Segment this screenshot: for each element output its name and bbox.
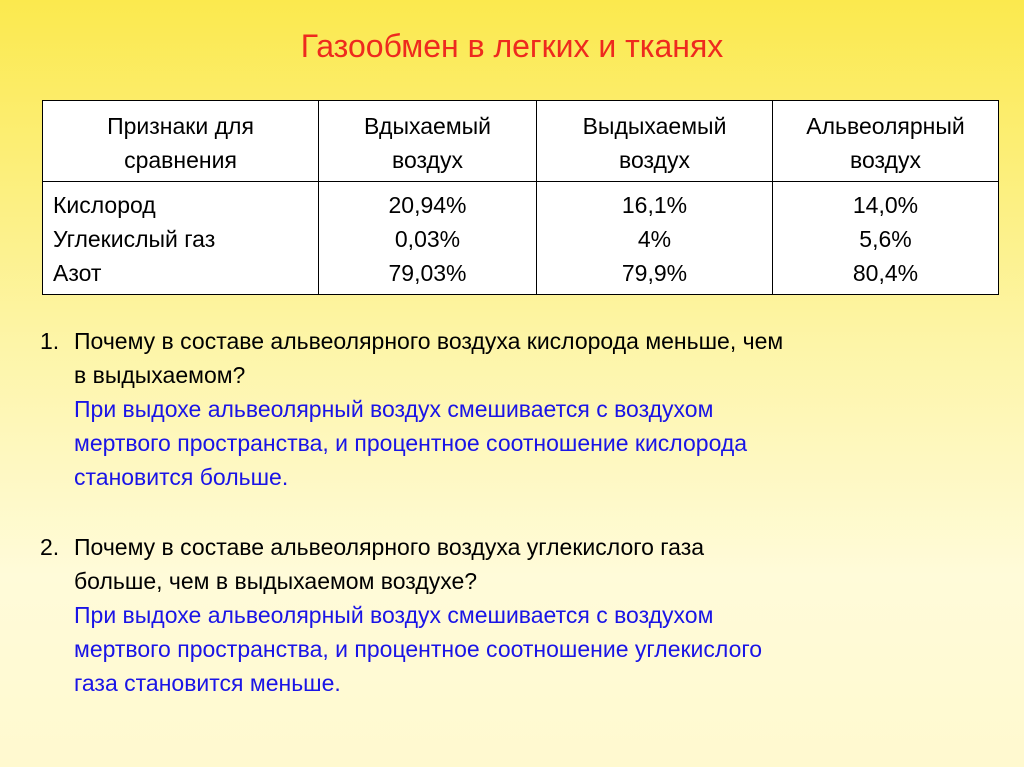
exhaled-nitrogen: 79,9% bbox=[621, 260, 688, 286]
header-exhaled-air: Выдыхаемый воздух bbox=[537, 101, 773, 182]
alveolar-co2: 5,6% bbox=[859, 226, 912, 252]
question-text: Почему в составе альвеолярного воздуха углекислого газа больше, чем в выдыхаемом воздухе? bbox=[74, 534, 705, 594]
header-criteria: Признаки для сравнения bbox=[43, 101, 319, 182]
slide-title: Газообмен в легких и тканях bbox=[300, 28, 724, 64]
header-inhaled-air: Вдыхаемый воздух bbox=[319, 101, 537, 182]
alveolar-nitrogen: 80,4% bbox=[852, 260, 919, 286]
comparison-table bbox=[42, 100, 999, 295]
gas-label-nitrogen: Азот bbox=[53, 260, 102, 286]
inhaled-values-cell bbox=[319, 182, 537, 295]
table-header-row bbox=[43, 101, 999, 182]
answer-text: При выдохе альвеолярный воздух смешивается с воздухом мертвого пространства, и процентное соотношение кислорода становится больше. bbox=[74, 396, 748, 490]
gas-label-oxygen: Кислород bbox=[53, 192, 156, 218]
alveolar-values-cell bbox=[773, 182, 999, 295]
question-item bbox=[40, 324, 990, 494]
gas-labels-cell bbox=[43, 182, 319, 295]
inhaled-nitrogen: 79,03% bbox=[388, 260, 467, 286]
alveolar-oxygen: 14,0% bbox=[852, 192, 919, 218]
answer-text: При выдохе альвеолярный воздух смешивается с воздухом мертвого пространства, и процентное соотношение углекислого газа становится меньше. bbox=[74, 602, 763, 696]
inhaled-oxygen: 20,94% bbox=[388, 192, 467, 218]
exhaled-co2: 4% bbox=[637, 226, 672, 252]
gas-label-co2: Углекислый газ bbox=[53, 226, 216, 252]
header-alveolar-air: Альвеолярный воздух bbox=[773, 101, 999, 182]
exhaled-values-cell bbox=[537, 182, 773, 295]
inhaled-co2: 0,03% bbox=[394, 226, 461, 252]
questions-list bbox=[40, 324, 990, 736]
comparison-table-container bbox=[42, 100, 998, 295]
question-item bbox=[40, 530, 990, 700]
table-row bbox=[43, 182, 999, 295]
question-number: 1. bbox=[40, 328, 60, 354]
exhaled-oxygen: 16,1% bbox=[621, 192, 688, 218]
question-text: Почему в составе альвеолярного воздуха кислорода меньше, чем в выдыхаемом? bbox=[74, 328, 784, 388]
question-number: 2. bbox=[40, 534, 60, 560]
